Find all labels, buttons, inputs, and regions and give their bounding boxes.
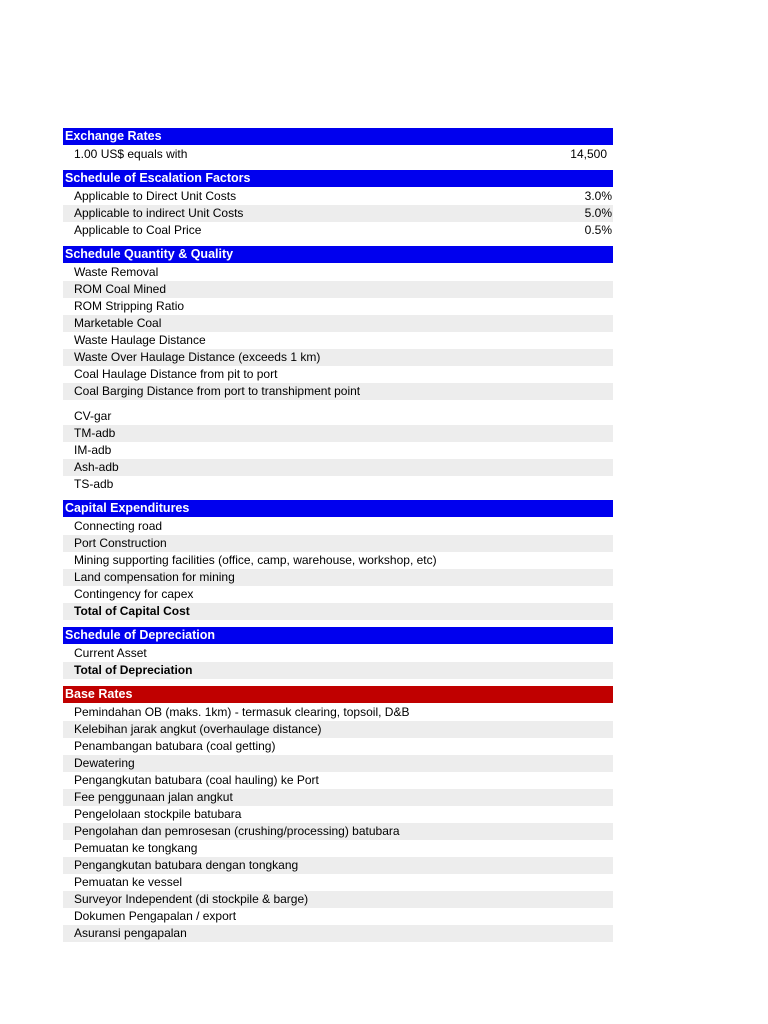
table-row[interactable]	[63, 874, 613, 891]
table-row[interactable]	[63, 535, 613, 552]
quantity-quality-section	[63, 246, 613, 493]
depreciation-header[interactable]: Schedule of Depreciation	[63, 627, 613, 644]
base-rates-header[interactable]: Base Rates	[63, 686, 613, 703]
capex-header[interactable]: Capital Expenditures	[63, 500, 613, 517]
capex-section	[63, 500, 613, 620]
table-row[interactable]	[63, 891, 613, 908]
row-label: Coal Haulage Distance from pit to port	[74, 367, 278, 381]
row-label: Pengolahan dan pemrosesan (crushing/processing) batubara	[74, 824, 400, 838]
row-label: 1.00 US$ equals with	[74, 147, 188, 161]
table-row[interactable]	[63, 188, 613, 205]
row-label: Pengangkutan batubara dengan tongkang	[74, 858, 299, 872]
table-row[interactable]	[63, 772, 613, 789]
table-row[interactable]	[63, 408, 613, 425]
row-label: Pemindahan OB (maks. 1km) - termasuk clearing, topsoil, D&B	[74, 705, 410, 719]
row-label: Waste Over Haulage Distance (exceeds 1 km)	[74, 350, 321, 364]
exchange-rates-rows	[63, 146, 613, 163]
table-row[interactable]	[63, 704, 613, 721]
row-value: 14,500	[570, 147, 607, 161]
row-label: TS-adb	[74, 477, 114, 491]
table-row[interactable]	[63, 146, 613, 163]
row-label: Port Construction	[74, 536, 167, 550]
escalation-header[interactable]: Schedule of Escalation Factors	[63, 170, 613, 187]
base-rates-rows	[63, 704, 613, 942]
row-label: Ash-adb	[74, 460, 119, 474]
row-label: ROM Stripping Ratio	[74, 299, 185, 313]
row-value: 0.5%	[584, 223, 612, 237]
table-row[interactable]	[63, 552, 613, 569]
row-label: Land compensation for mining	[74, 570, 235, 584]
table-row[interactable]	[63, 476, 613, 493]
table-row[interactable]	[63, 806, 613, 823]
row-label: Dewatering	[74, 756, 135, 770]
total-label: Total of Depreciation	[74, 663, 193, 677]
total-row[interactable]	[63, 603, 613, 620]
table-row[interactable]	[63, 925, 613, 942]
escalation-section	[63, 170, 613, 239]
row-value: 3.0%	[584, 189, 612, 203]
table-row[interactable]	[63, 586, 613, 603]
quantity-rows	[63, 264, 613, 400]
table-row[interactable]	[63, 755, 613, 772]
row-label: Dokumen Pengapalan / export	[74, 909, 237, 923]
row-label: Mining supporting facilities (office, camp, warehouse, workshop, etc)	[74, 553, 437, 567]
table-row[interactable]	[63, 366, 613, 383]
escalation-rows	[63, 188, 613, 239]
table-row[interactable]	[63, 738, 613, 755]
row-label: CV-gar	[74, 409, 112, 423]
base-rates-section	[63, 686, 613, 942]
table-row[interactable]	[63, 857, 613, 874]
table-row[interactable]	[63, 442, 613, 459]
table-row[interactable]	[63, 349, 613, 366]
quantity-quality-header[interactable]: Schedule Quantity & Quality	[63, 246, 613, 263]
depreciation-rows	[63, 645, 613, 679]
capex-rows	[63, 518, 613, 620]
row-label: Waste Removal	[74, 265, 159, 279]
table-row[interactable]	[63, 222, 613, 239]
row-label: Current Asset	[74, 646, 147, 660]
table-row[interactable]	[63, 908, 613, 925]
row-label: Asuransi pengapalan	[74, 926, 187, 940]
table-row[interactable]	[63, 281, 613, 298]
table-row[interactable]	[63, 823, 613, 840]
row-label: Waste Haulage Distance	[74, 333, 206, 347]
row-label: Applicable to Direct Unit Costs	[74, 189, 237, 203]
exchange-rates-header[interactable]: Exchange Rates	[63, 128, 613, 145]
exchange-rates-section	[63, 128, 613, 163]
row-label: Applicable to Coal Price	[74, 223, 202, 237]
total-row[interactable]	[63, 662, 613, 679]
total-label: Total of Capital Cost	[74, 604, 190, 618]
row-value: 5.0%	[584, 206, 612, 220]
row-label: TM-adb	[74, 426, 116, 440]
table-row[interactable]	[63, 721, 613, 738]
row-label: Surveyor Independent (di stockpile & barge)	[74, 892, 309, 906]
table-row[interactable]	[63, 569, 613, 586]
table-row[interactable]	[63, 645, 613, 662]
row-label: Pengelolaan stockpile batubara	[74, 807, 242, 821]
table-row[interactable]	[63, 425, 613, 442]
row-label: Pemuatan ke vessel	[74, 875, 183, 889]
quality-rows	[63, 408, 613, 493]
table-row[interactable]	[63, 840, 613, 857]
row-label: Kelebihan jarak angkut (overhaulage distance)	[74, 722, 322, 736]
row-label: Pengangkutan batubara (coal hauling) ke Port	[74, 773, 319, 787]
row-label: Contingency for capex	[74, 587, 194, 601]
table-row[interactable]	[63, 518, 613, 535]
table-row[interactable]	[63, 383, 613, 400]
row-label: Connecting road	[74, 519, 163, 533]
row-label: ROM Coal Mined	[74, 282, 167, 296]
row-label: Applicable to indirect Unit Costs	[74, 206, 244, 220]
table-row[interactable]	[63, 264, 613, 281]
row-label: IM-adb	[74, 443, 112, 457]
table-row[interactable]	[63, 315, 613, 332]
row-label: Penambangan batubara (coal getting)	[74, 739, 276, 753]
row-label: Marketable Coal	[74, 316, 162, 330]
row-label: Coal Barging Distance from port to transhipment point	[74, 384, 361, 398]
row-label: Fee penggunaan jalan angkut	[74, 790, 233, 804]
table-row[interactable]	[63, 459, 613, 476]
depreciation-section	[63, 627, 613, 679]
table-row[interactable]	[63, 332, 613, 349]
table-row[interactable]	[63, 789, 613, 806]
table-row[interactable]	[63, 205, 613, 222]
table-row[interactable]	[63, 298, 613, 315]
row-label: Pemuatan ke tongkang	[74, 841, 198, 855]
spreadsheet	[63, 128, 613, 942]
